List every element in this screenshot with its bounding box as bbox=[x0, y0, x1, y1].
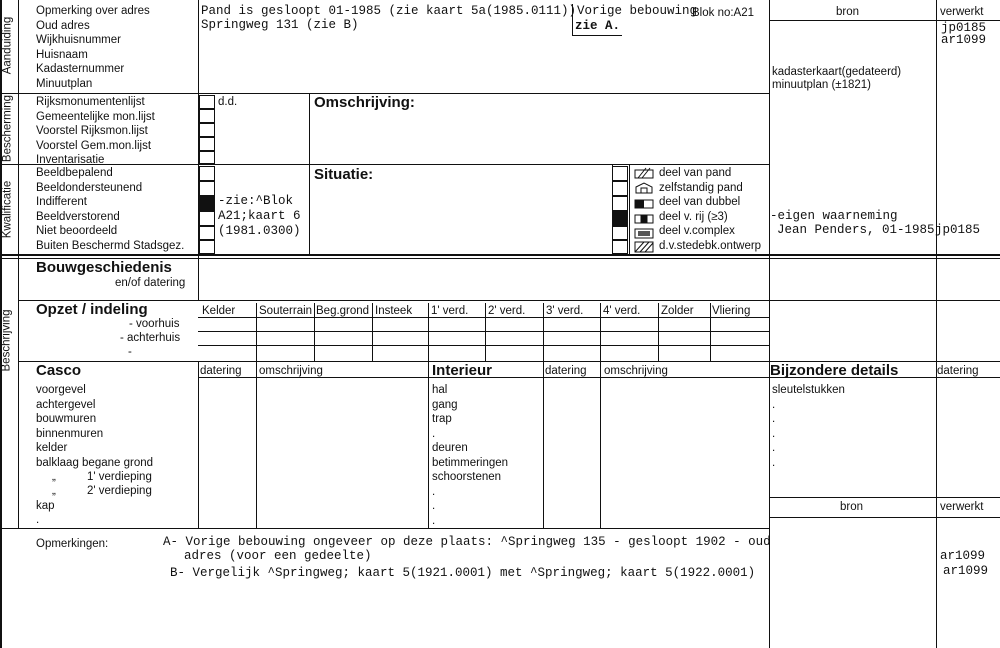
opzet-row-blank: - bbox=[128, 346, 132, 358]
house-complex-icon bbox=[634, 227, 654, 239]
col-insteek: Insteek bbox=[375, 305, 413, 317]
field-opmerking-adres: Opmerking over adres bbox=[36, 5, 150, 17]
bijzondere-dot-5: . bbox=[772, 456, 776, 469]
house-part-icon bbox=[634, 167, 654, 179]
col-kelder: Kelder bbox=[202, 305, 236, 317]
checkbox-niet-beoordeeld[interactable] bbox=[199, 226, 215, 240]
bijzondere-dot-2: . bbox=[772, 413, 776, 425]
interieur-deuren: deuren bbox=[432, 442, 468, 454]
dd-label: d.d. bbox=[218, 96, 238, 108]
item-rijksmonumentenlijst: Rijksmonumentenlijst bbox=[36, 96, 145, 108]
item-indifferent: Indifferent bbox=[36, 196, 87, 208]
bijzondere-dot-4: . bbox=[772, 442, 776, 454]
field-minuutplan: Minuutplan bbox=[36, 77, 93, 90]
casco-achtergevel: achtergevel bbox=[36, 398, 96, 411]
opmerking-a-line2: adres (voor een gedeelte) bbox=[184, 549, 372, 563]
header-verwerkt: verwerkt bbox=[940, 6, 984, 18]
casco-2-verdieping: 2' verdieping bbox=[87, 485, 152, 497]
situatie-heading: Situatie: bbox=[314, 166, 374, 183]
bijzondere-datering-header: datering bbox=[937, 365, 979, 377]
situatie-deel-v-complex: deel v.complex bbox=[659, 225, 735, 237]
situatie-list bbox=[659, 166, 761, 253]
col-3-verd: 3' verd. bbox=[546, 305, 584, 317]
item-buiten-beschermd: Buiten Beschermd Stadsgez. bbox=[36, 239, 185, 252]
item-inventarisatie: Inventarisatie bbox=[36, 154, 105, 166]
item-beeldverstorend: Beeldverstorend bbox=[36, 210, 120, 223]
interieur-omschrijving-header: omschrijving bbox=[604, 365, 668, 377]
bottom-header-verwerkt: verwerkt bbox=[940, 501, 984, 513]
note-line-1: -zie:^Blok bbox=[218, 194, 294, 208]
bron-jean-penders: Jean Penders, 01-1985 bbox=[777, 223, 935, 237]
bijzondere-sleutelstukken: sleutelstukken bbox=[772, 384, 845, 396]
col-souterrain: Souterrain bbox=[259, 305, 313, 317]
checkbox-deel-v-rij[interactable] bbox=[612, 211, 628, 226]
casco-kelder: kelder bbox=[36, 442, 68, 454]
casco-list bbox=[36, 383, 153, 470]
item-gemeentelijke-lijst: Gemeentelijke mon.lijst bbox=[36, 110, 155, 123]
opzet-row-voorhuis: - voorhuis bbox=[129, 318, 180, 330]
urban-design-icon bbox=[634, 241, 654, 253]
checkbox-beeldverstorend[interactable] bbox=[199, 211, 215, 226]
casco-dot: . bbox=[36, 514, 40, 526]
interieur-gang: gang bbox=[432, 398, 458, 411]
opzet-heading: Opzet / indeling bbox=[36, 301, 148, 318]
house-row-icon bbox=[634, 212, 654, 224]
checkbox-buiten-beschermd[interactable] bbox=[199, 240, 215, 254]
casco-voorgevel: voorgevel bbox=[36, 384, 86, 396]
col-vliering: Vliering bbox=[712, 305, 751, 317]
interieur-schoorstenen: schoorstenen bbox=[432, 471, 502, 483]
situatie-zelfstandig-pand: zelfstandig pand bbox=[659, 181, 743, 194]
bottom-header-bron: bron bbox=[840, 501, 864, 513]
col-4-verd: 4' verd. bbox=[603, 305, 641, 317]
interieur-heading: Interieur bbox=[432, 362, 493, 379]
bijzondere-dot-1: . bbox=[772, 398, 776, 411]
header-bron: bron bbox=[836, 6, 860, 18]
situatie-deel-van-dubbel: deel van dubbel bbox=[659, 196, 741, 208]
checkbox-deel-van-dubbel[interactable] bbox=[612, 196, 628, 211]
bouwgeschiedenis-subtitle: en/of datering bbox=[115, 277, 186, 289]
typed-oud-adres: Springweg 131 (zie B) bbox=[201, 18, 359, 32]
interieur-trap: trap bbox=[432, 413, 452, 425]
section-label-aanduiding: Aanduiding bbox=[1, 16, 14, 75]
checkbox-deel-v-complex[interactable] bbox=[612, 226, 628, 240]
interieur-list bbox=[432, 383, 508, 528]
interieur-dot-2: . bbox=[432, 485, 436, 498]
casco-binnenmuren: binnenmuren bbox=[36, 427, 104, 440]
item-beeldondersteunend: Beeldondersteunend bbox=[36, 181, 143, 194]
casco-quote-1: „ bbox=[52, 471, 56, 483]
typed-note-gesloopt: Pand is gesloopt 01-1985 (zie kaart 5a(1985.0111)) bbox=[201, 4, 577, 18]
bouwgeschiedenis-heading: Bouwgeschiedenis bbox=[36, 259, 172, 276]
opmerking-b: B- Vergelijk ^Springweg; kaart 5(1921.0001) met ^Springweg; kaart 5(1922.0001) bbox=[170, 566, 756, 580]
verwerkt-code-2: ar1099 bbox=[941, 33, 987, 47]
field-oud-adres: Oud adres bbox=[36, 19, 90, 32]
interieur-betimmeringen: betimmeringen bbox=[432, 456, 509, 469]
bron-minuutplan: minuutplan (±1821) bbox=[772, 79, 872, 91]
casco-bouwmuren: bouwmuren bbox=[36, 413, 97, 425]
interieur-dot-1: . bbox=[432, 427, 436, 440]
casco-quote-2: „ bbox=[52, 485, 56, 497]
bron-eigen-waarneming: -eigen waarneming bbox=[770, 209, 898, 223]
opmerkingen-verwerkt-2: ar1099 bbox=[943, 564, 989, 578]
checkbox-voorstel-gem[interactable] bbox=[199, 137, 215, 151]
checkbox-indifferent[interactable] bbox=[199, 196, 215, 211]
item-voorstel-gem: Voorstel Gem.mon.lijst bbox=[36, 139, 152, 152]
house-standalone-icon bbox=[634, 182, 654, 194]
situatie-deel-v-rij: deel v. rij (≥3) bbox=[659, 210, 728, 223]
typed-zie-a: zie A. bbox=[575, 19, 621, 33]
item-beeldbepalend: Beeldbepalend bbox=[36, 167, 113, 179]
opmerking-a-line1: A- Vorige bebouwing ongeveer op deze plaats: ^Springweg 135 - gesloopt 1902 - oud bbox=[163, 535, 771, 549]
kwalificatie-list bbox=[36, 166, 184, 253]
casco-balklaag: balklaag begane grond bbox=[36, 456, 154, 469]
checkbox-rijksmonument[interactable] bbox=[199, 95, 215, 109]
bijzondere-dot-3: . bbox=[772, 427, 776, 440]
col-zolder: Zolder bbox=[661, 305, 694, 317]
opzet-row-achterhuis: - achterhuis bbox=[120, 332, 181, 344]
aanduiding-fields bbox=[36, 4, 150, 91]
interieur-hal: hal bbox=[432, 384, 448, 396]
situatie-stedebk-ontwerp: d.v.stedebk.ontwerp bbox=[659, 239, 762, 252]
typed-vorige-bebouwing: Vorige bebouwing bbox=[577, 4, 698, 18]
omschrijving-heading: Omschrijving: bbox=[314, 94, 415, 111]
casco-kap: kap bbox=[36, 500, 55, 512]
blok-number: Blok no:A21 bbox=[692, 7, 755, 19]
casco-heading: Casco bbox=[36, 362, 82, 379]
bijzondere-heading: Bijzondere details bbox=[770, 362, 899, 379]
casco-datering-header: datering bbox=[200, 365, 242, 377]
field-kadasternummer: Kadasternummer bbox=[36, 63, 125, 75]
col-1-verd: 1' verd. bbox=[431, 305, 469, 317]
casco-1-verdieping: 1' verdieping bbox=[87, 471, 152, 483]
house-double-icon bbox=[634, 197, 654, 209]
note-line-3: (1981.0300) bbox=[218, 224, 301, 238]
field-huisnaam: Huisnaam bbox=[36, 48, 88, 61]
checkbox-deel-van-pand[interactable] bbox=[612, 166, 628, 181]
verwerkt-kwalificatie: jp0185 bbox=[935, 223, 981, 237]
checkbox-stedebk-ontwerp[interactable] bbox=[612, 240, 628, 254]
section-label-kwalificatie: Kwalificatie bbox=[1, 180, 14, 239]
bijzondere-list bbox=[772, 383, 845, 470]
checkbox-gemeentelijk[interactable] bbox=[199, 109, 215, 123]
checkbox-zelfstandig-pand[interactable] bbox=[612, 181, 628, 196]
casco-omschrijving-header: omschrijving bbox=[259, 365, 323, 377]
opmerkingen-verwerkt-1: ar1099 bbox=[940, 549, 986, 563]
section-label-bescherming: Bescherming bbox=[1, 94, 14, 163]
note-line-2: A21;kaart 6 bbox=[218, 209, 301, 223]
kwalificatie-note bbox=[218, 194, 301, 239]
checkbox-beeldbepalend[interactable] bbox=[199, 166, 215, 181]
bescherming-list bbox=[36, 95, 155, 168]
opmerkingen-label: Opmerkingen: bbox=[36, 538, 109, 550]
field-wijkhuisnummer: Wijkhuisnummer bbox=[36, 34, 121, 46]
checkbox-voorstel-rijksmon[interactable] bbox=[199, 123, 215, 137]
verwerkt-code-1: jp0185 bbox=[941, 21, 987, 35]
bron-kadasterkaart: kadasterkaart(gedateerd) bbox=[772, 66, 902, 78]
item-voorstel-rijksmon: Voorstel Rijksmon.lijst bbox=[36, 125, 148, 137]
situatie-deel-van-pand: deel van pand bbox=[659, 167, 732, 179]
col-beg-grond: Beg.grond bbox=[316, 305, 370, 317]
section-label-beschrijving: Beschrijving bbox=[0, 309, 13, 372]
interieur-dot-3: . bbox=[432, 500, 436, 512]
interieur-dot-4: . bbox=[432, 514, 436, 527]
item-niet-beoordeeld: Niet beoordeeld bbox=[36, 225, 118, 237]
col-2-verd: 2' verd. bbox=[488, 305, 526, 317]
interieur-datering-header: datering bbox=[545, 365, 587, 377]
checkbox-inventarisatie[interactable] bbox=[199, 151, 215, 164]
checkbox-beeldondersteunend[interactable] bbox=[199, 181, 215, 196]
